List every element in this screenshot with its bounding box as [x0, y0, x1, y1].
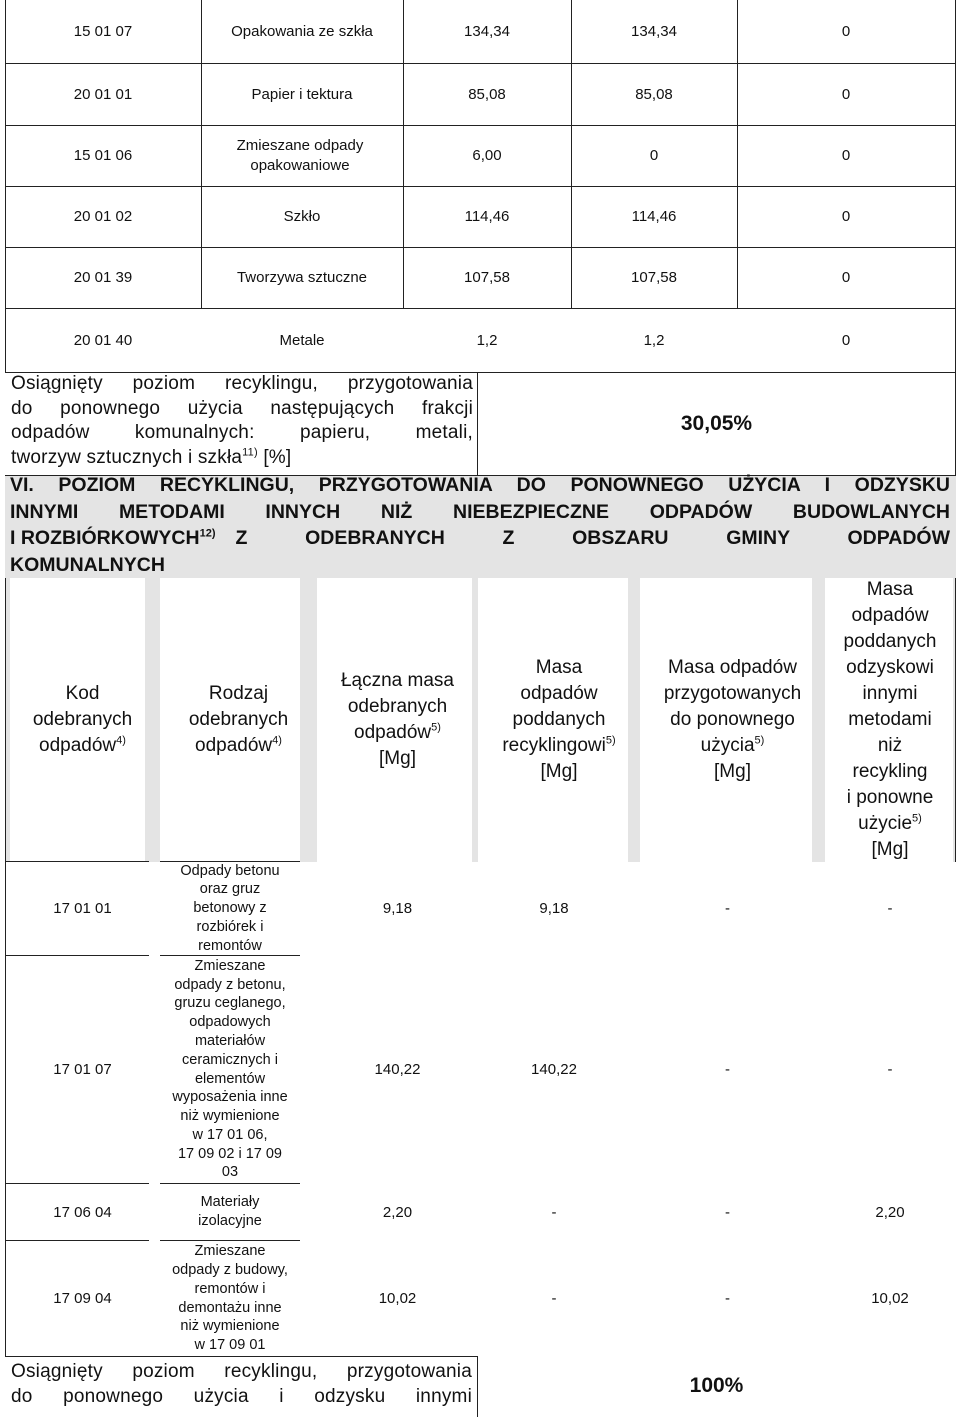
table-cell-recycled: 114,46	[631, 208, 677, 225]
name-line: 03	[221, 1164, 239, 1181]
table-cell-total: 10,02	[378, 1290, 417, 1307]
column-header-other-recovery-mass	[825, 578, 955, 862]
table-cell-name	[160, 1241, 300, 1356]
section-title-part: I ROZBIÓRKOWYCH	[10, 527, 200, 549]
table-cell-other: 0	[841, 85, 851, 103]
header-line: odpadów	[851, 605, 929, 626]
table-cell-total: 140,22	[374, 1061, 421, 1078]
table-cell-total: 6,00	[472, 147, 502, 164]
table-cell-recycled: 9,18	[539, 900, 569, 917]
table-cell-name: Zmieszane odpady opakowaniowe	[236, 136, 364, 174]
table-cell-name: Metale	[279, 331, 325, 349]
table-cell-code: 20 01 39	[73, 269, 133, 286]
table-cell-code: 17 09 04	[53, 1290, 112, 1307]
name-line: rozbiórek i	[196, 918, 264, 935]
section-title-line: INNYMI METODAMI INNYCH NIŻ NIEBEZPIECZNE ODPADÓW BUDOWLANYCH	[10, 500, 950, 523]
table-cell-other: 0	[841, 331, 851, 349]
table-cell-other: 0	[841, 208, 851, 225]
table-cell-other: -	[887, 1061, 893, 1078]
table-cell-reuse: -	[725, 1290, 730, 1307]
summary-line: tworzyw sztucznych i szkła	[11, 446, 243, 468]
header-line: innymi	[862, 683, 918, 704]
section-title-line: VI. POZIOM RECYKLINGU, PRZYGOTOWANIA DO PONOWNEGO UŻYCIA I ODZYSKU	[10, 474, 950, 496]
header-line: [Mg]	[540, 761, 578, 782]
header-line: [Mg]	[871, 839, 909, 860]
name-line: materiałów	[194, 1032, 266, 1049]
name-line: odpady z betonu,	[174, 976, 286, 993]
table-cell-total: 134,34	[464, 23, 510, 40]
table-cell-name: Tworzywa sztuczne	[236, 269, 368, 286]
table-cell-reuse: -	[725, 1061, 730, 1078]
name-line: remontów	[198, 937, 262, 954]
table-cell-code: 20 01 40	[73, 331, 133, 349]
table-cell-name	[160, 1184, 300, 1240]
table-cell-code: 15 01 07	[73, 23, 133, 40]
name-line: wyposażenia inne	[172, 1089, 288, 1106]
footnote-ref: 11)	[242, 446, 258, 459]
section-title-line: KOMUNALNYCH	[10, 553, 165, 576]
header-line: poddanych	[512, 709, 606, 730]
table-cell-recycled: 0	[649, 147, 659, 164]
header-line: Masa	[866, 579, 914, 600]
summary-line: Osiągnięty poziom recyklingu, przygotowania	[11, 373, 473, 394]
table-cell-code: 20 01 02	[73, 208, 133, 225]
table-cell-name: Papier i tektura	[251, 85, 353, 103]
name-line: niż wymienione	[180, 1318, 280, 1335]
header-line: niż	[877, 735, 903, 756]
name-line: oraz gruz	[199, 881, 261, 898]
section-vi-title	[10, 472, 950, 578]
header-line: i ponowne	[846, 787, 934, 808]
column-header-type	[160, 578, 317, 862]
table-cell-recycled: -	[551, 1290, 557, 1307]
header-line: recykling	[852, 761, 928, 782]
name-line: ceramicznych i	[182, 1051, 278, 1068]
header-line: odebranych	[188, 709, 289, 730]
table-cell-reuse: -	[725, 900, 730, 917]
header-line: użycie	[858, 813, 913, 834]
table-cell-name	[160, 862, 300, 955]
table-cell-recycled: 140,22	[531, 1061, 577, 1078]
table-cell-name	[160, 956, 300, 1183]
footnote-ref: 5)	[431, 721, 441, 734]
header-line: recyklingowi	[502, 735, 606, 756]
header-line: metodami	[848, 709, 932, 730]
header-line: [Mg]	[714, 761, 751, 782]
header-line: odzyskowi	[846, 657, 934, 678]
name-line: izolacyjne	[198, 1213, 262, 1229]
recycling-level-value: 30,05%	[680, 411, 753, 435]
recycling-recovery-level-label	[11, 1360, 472, 1409]
column-header-code	[5, 578, 160, 862]
name-line: gruzu ceglanego,	[174, 995, 286, 1012]
table-cell-total: 9,18	[382, 900, 413, 917]
header-line: Kod	[65, 683, 100, 704]
table-cell-recycled: 85,08	[635, 85, 673, 103]
recycling-level-label	[11, 372, 473, 470]
name-line: Zmieszane	[194, 957, 266, 974]
name-line: demontażu inne	[178, 1299, 282, 1316]
summary-line: do ponownego użycia następujących frakcji	[11, 397, 473, 419]
unit-label: [%]	[263, 446, 292, 468]
header-line: odpadów	[39, 735, 117, 756]
name-line: 17 09 02 i 17 09	[177, 1145, 282, 1162]
header-line: przygotowanych	[663, 683, 802, 704]
table-cell-recycled: 1,2	[643, 331, 665, 349]
footnote-ref: 5)	[912, 812, 922, 825]
header-line: odebranych	[32, 709, 133, 730]
table-cell-code: 17 01 07	[53, 1061, 112, 1078]
table-cell-total: 2,20	[382, 1203, 413, 1221]
name-line: Odpady betonu	[180, 862, 280, 879]
section-title-part: Z ODEBRANYCH Z OBSZARU GMINY ODPADÓW	[235, 527, 950, 549]
table-cell-other: 10,02	[871, 1290, 909, 1307]
header-line: użycia	[700, 735, 755, 756]
table-cell-other: -	[887, 900, 893, 917]
section-title-line	[10, 525, 950, 552]
table-cell-code: 15 01 06	[73, 147, 133, 164]
table-cell-recycled: 107,58	[631, 269, 677, 286]
table-cell-other: 0	[841, 23, 851, 40]
name-line: odpady z budowy,	[172, 1261, 288, 1278]
header-line: poddanych	[843, 631, 937, 652]
header-line: odpadów	[195, 735, 273, 756]
table-cell-total: 114,46	[464, 208, 510, 225]
column-header-reuse-mass	[640, 578, 825, 862]
header-line: Rodzaj	[208, 683, 269, 704]
header-line: odpadów	[520, 683, 598, 704]
name-line: w 17 09 01	[194, 1337, 266, 1354]
name-line: w 17 01 06,	[192, 1126, 268, 1143]
summary-line: odpadów komunalnych: papieru, metali,	[11, 422, 473, 443]
name-line: odpadowych	[189, 1014, 271, 1031]
footnote-ref: 12)	[199, 527, 216, 540]
table-cell-code: 17 06 04	[53, 1203, 112, 1221]
table-cell-name: Opakowania ze szkła	[231, 23, 373, 40]
name-line: Materiały	[200, 1194, 260, 1211]
name-line: remontów i	[194, 1280, 266, 1297]
table-cell-total: 1,2	[476, 331, 498, 349]
name-line: Zmieszane	[194, 1243, 266, 1260]
table-cell-other: 0	[841, 147, 851, 164]
table-cell-other: 0	[841, 269, 851, 286]
header-line: [Mg]	[379, 748, 416, 769]
summary-line: Osiągnięty poziom recyklingu, przygotowania	[11, 1361, 472, 1382]
column-header-recycled-mass	[478, 578, 640, 862]
header-line: odpadów	[354, 722, 432, 743]
header-line: Łączna masa	[340, 670, 454, 691]
table-cell-total: 107,58	[464, 269, 510, 286]
footnote-ref: 4)	[272, 734, 282, 747]
table-cell-recycled: -	[551, 1203, 557, 1221]
table-cell-other: 2,20	[875, 1203, 905, 1221]
header-line: odebranych	[347, 696, 448, 717]
name-line: niż wymienione	[180, 1108, 280, 1125]
name-line: betonowy z	[193, 900, 267, 917]
table-cell-reuse: -	[725, 1203, 730, 1221]
name-line: elementów	[194, 1070, 266, 1087]
table-cell-code: 20 01 01	[73, 85, 133, 103]
table-cell-recycled: 134,34	[631, 23, 677, 40]
header-line: Masa	[535, 657, 583, 678]
header-line: do ponownego	[670, 709, 795, 730]
table-cell-code: 17 01 01	[53, 900, 112, 917]
recycling-recovery-level-value: 100%	[689, 1374, 744, 1397]
footnote-ref: 4)	[116, 734, 126, 747]
summary-line: do ponownego użycia i odzysku innymi	[11, 1385, 472, 1407]
column-header-total-mass	[317, 578, 478, 862]
table-cell-total: 85,08	[468, 85, 506, 103]
header-line: Masa odpadów	[668, 657, 797, 678]
footnote-ref: 5)	[754, 734, 765, 747]
footnote-ref: 5)	[605, 734, 616, 747]
table-cell-name: Szkło	[283, 208, 321, 225]
